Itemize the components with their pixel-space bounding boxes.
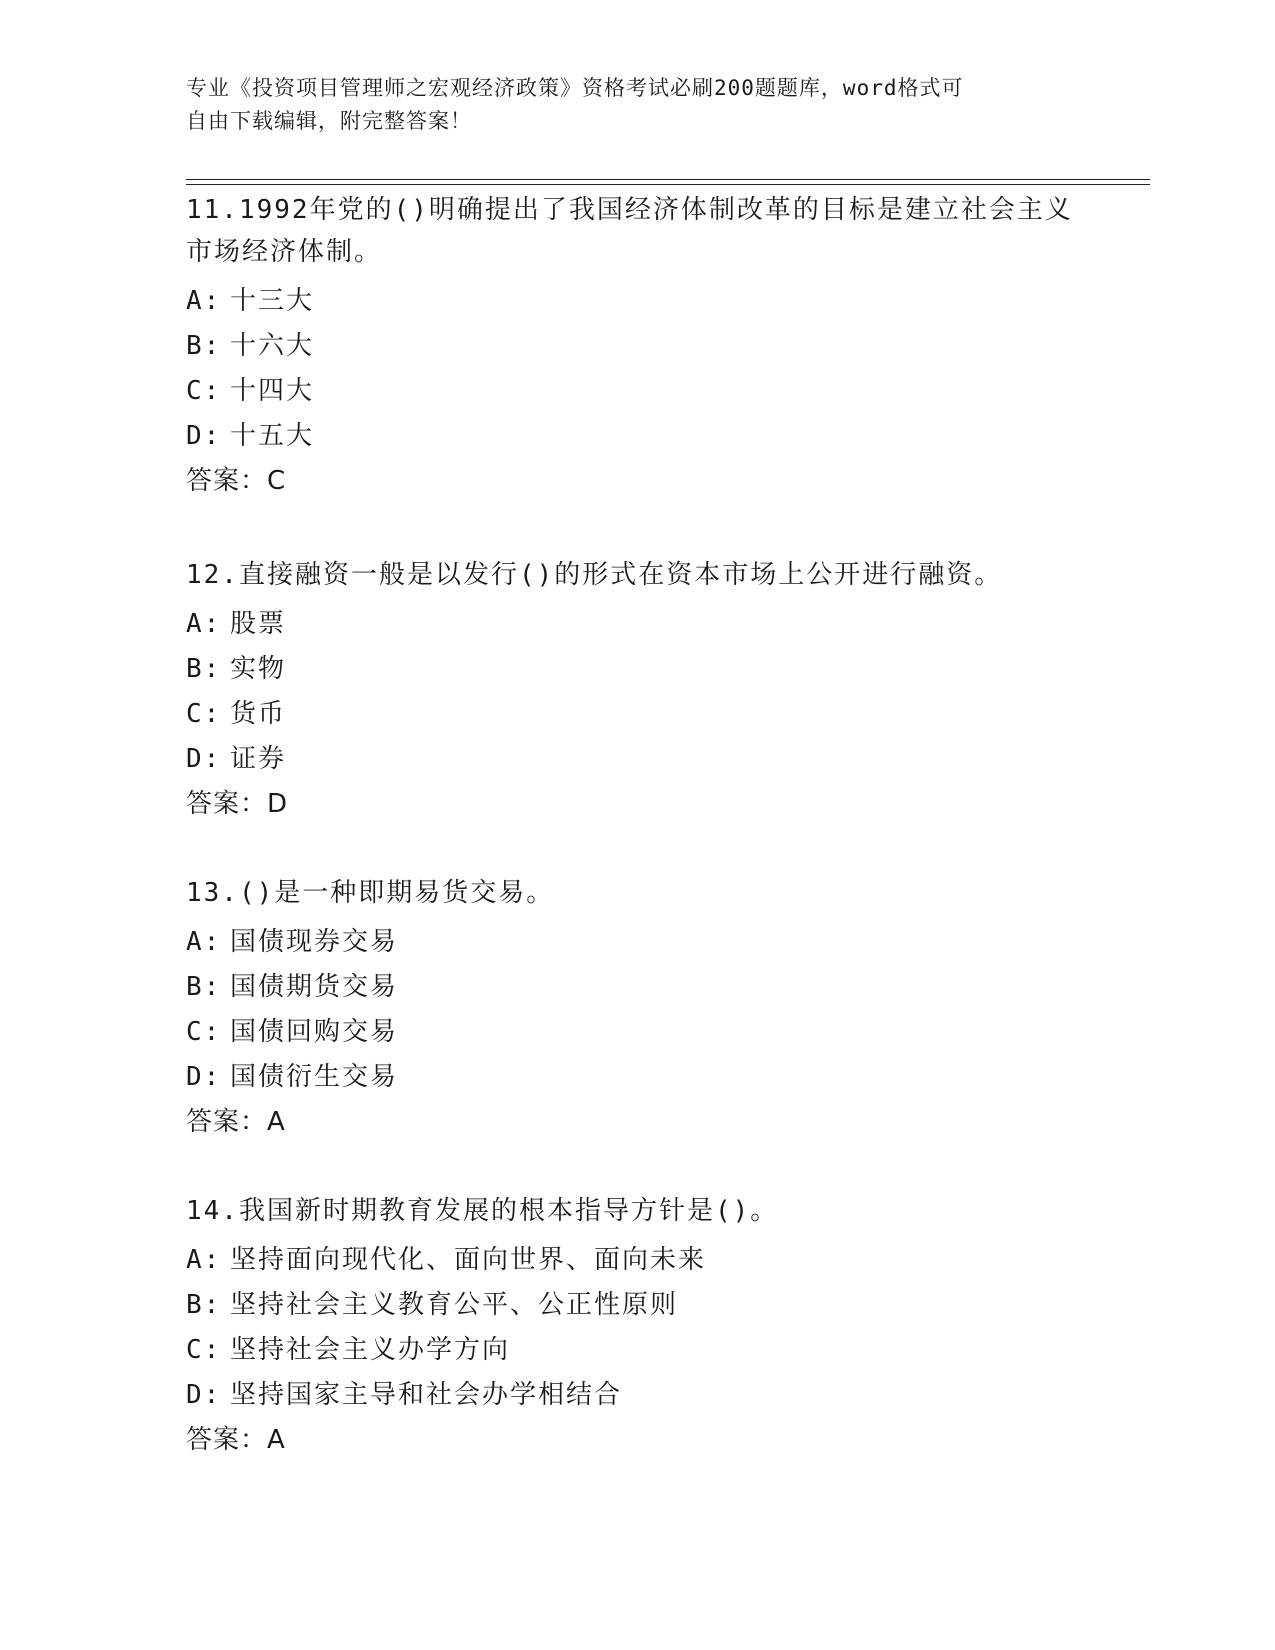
option-text: 十六大: [230, 331, 315, 361]
option-letter: A:: [186, 286, 222, 316]
option-text: 国债现券交易: [230, 927, 399, 957]
option-letter: B:: [186, 1290, 222, 1320]
question-stem-line: 市场经济体制。: [186, 237, 383, 267]
question-12: [186, 554, 1086, 821]
option-b: [186, 970, 1086, 1004]
option-text: 坚持社会主义办学方向: [230, 1335, 511, 1365]
option-text: 实物: [230, 654, 287, 684]
question-stem-line: 12.直接融资一般是以发行()的形式在资本市场上公开进行融资。: [186, 560, 1003, 590]
question-stem: [186, 554, 1086, 596]
option-c: [186, 697, 1086, 731]
question-stem-line: 13.()是一种即期易货交易。: [186, 878, 555, 908]
option-letter: A:: [186, 1245, 222, 1275]
question-stem: [186, 872, 1086, 914]
option-letter: B:: [186, 331, 222, 361]
question-13: [186, 872, 1086, 1139]
option-text: 坚持面向现代化、面向世界、面向未来: [230, 1245, 707, 1275]
option-letter: A:: [186, 927, 222, 957]
option-b: [186, 329, 1086, 363]
option-a: [186, 925, 1086, 959]
option-a: [186, 607, 1086, 641]
question-stem: [186, 189, 1086, 273]
option-letter: A:: [186, 609, 222, 639]
option-text: 十四大: [230, 376, 315, 406]
question-stem-line: 14.我国新时期教育发展的根本指导方针是()。: [186, 1196, 779, 1226]
option-letter: C:: [186, 1017, 222, 1047]
option-b: [186, 652, 1086, 686]
option-text: 坚持国家主导和社会办学相结合: [230, 1380, 623, 1410]
option-letter: B:: [186, 654, 222, 684]
header-line-1: 专业《投资项目管理师之宏观经济政策》资格考试必刷200题题库，word格式可: [186, 76, 964, 100]
option-text: 国债衍生交易: [230, 1062, 399, 1092]
option-text: 国债回购交易: [230, 1017, 399, 1047]
question-stem: [186, 1190, 1086, 1232]
option-letter: D:: [186, 1380, 222, 1410]
answer-line: 答案：A: [186, 1107, 286, 1137]
option-d: [186, 1378, 1086, 1412]
option-c: [186, 1015, 1086, 1049]
document-header: [186, 72, 1086, 138]
option-a: [186, 284, 1086, 318]
option-text: 货币: [230, 699, 287, 729]
option-d: [186, 1060, 1086, 1094]
option-letter: D:: [186, 421, 222, 451]
option-text: 证券: [230, 744, 287, 774]
option-text: 国债期货交易: [230, 972, 399, 1002]
option-a: [186, 1243, 1086, 1277]
option-c: [186, 374, 1086, 408]
header-divider-bottom: [186, 184, 1150, 185]
answer-line: 答案：C: [186, 466, 287, 496]
option-letter: D:: [186, 744, 222, 774]
answer-line: 答案：D: [186, 789, 289, 819]
option-text: 股票: [230, 609, 287, 639]
option-text: 十五大: [230, 421, 315, 451]
question-11: [186, 189, 1086, 498]
option-b: [186, 1288, 1086, 1322]
option-letter: C:: [186, 1335, 222, 1365]
option-text: 坚持社会主义教育公平、公正性原则: [230, 1290, 679, 1320]
option-c: [186, 1333, 1086, 1367]
option-letter: B:: [186, 972, 222, 1002]
option-letter: C:: [186, 699, 222, 729]
option-d: [186, 419, 1086, 453]
option-letter: C:: [186, 376, 222, 406]
answer-line: 答案：A: [186, 1425, 286, 1455]
question-14: [186, 1190, 1086, 1457]
option-letter: D:: [186, 1062, 222, 1092]
option-d: [186, 742, 1086, 776]
header-divider-top: [186, 179, 1150, 180]
option-text: 十三大: [230, 286, 315, 316]
question-stem-line: 11.1992年党的()明确提出了我国经济体制改革的目标是建立社会主义: [186, 195, 1073, 225]
header-line-2: 自由下载编辑，附完整答案！: [186, 109, 472, 133]
